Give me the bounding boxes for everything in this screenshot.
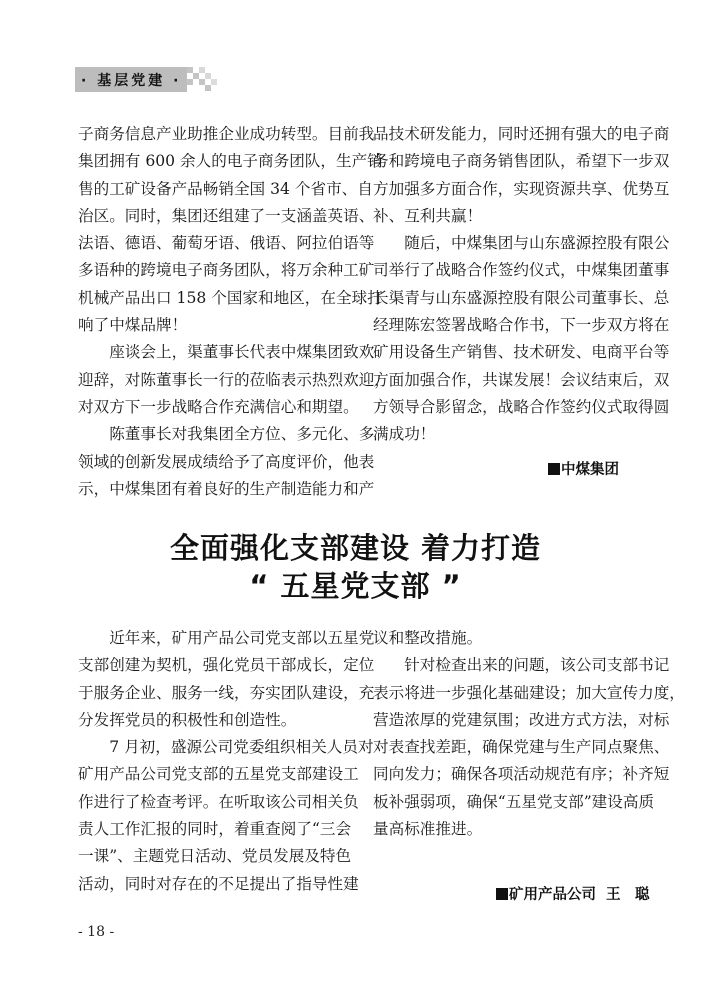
text-line: 品技术研发能力，同时还拥有强大的电子商	[373, 125, 670, 143]
text-line: 议和整改措施。	[373, 629, 483, 647]
byline-org: 中煤集团	[561, 462, 619, 478]
text-line: 陈董事长对我集团全方位、多元化、多	[109, 425, 375, 444]
text-line: 响了中煤品牌！	[78, 316, 188, 335]
text-line: 随后，中煤集团与山东盛源控股有限公	[404, 234, 670, 253]
article1-byline	[548, 458, 619, 479]
text-line: 方面加强合作，共谋发展！会议结束后，双	[373, 370, 670, 389]
text-line: 对双方下一步战略合作充满信心和期望。	[78, 397, 359, 416]
text-line: 分发挥党员的积极性和创造性。	[78, 710, 297, 729]
section-tag	[75, 67, 217, 92]
page-number: - 18 -	[78, 924, 115, 940]
text-line: 经理陈宏签署战略合作书，下一步双方将在	[373, 316, 670, 335]
text-line: 支部创建为契机，强化党员干部成长，定位	[78, 656, 375, 675]
text-line: 司举行了战略合作签约仪式，中煤集团董事	[373, 261, 670, 280]
article1-right-column	[373, 121, 670, 449]
text-line: 表示将进一步强化基础建设；加大宣传力度，	[373, 683, 685, 702]
text-line: 示，中煤集团有着良好的生产制造能力和产	[78, 479, 375, 498]
byline-author: 王 聪	[606, 887, 650, 903]
text-line: 板补强弱项，确保“五星党支部”建设高质	[373, 792, 655, 811]
text-line: 活动，同时对存在的不足提出了指导性建	[78, 874, 359, 893]
text-line: 矿用产品公司党支部的五星党支部建设工	[78, 765, 359, 784]
text-line: 领域的创新发展成绩给予了高度评价，他表	[78, 452, 375, 471]
section-tag-label: · 基层党建 ·	[75, 67, 187, 92]
article2-title-line2: “ 五星党支部 ”	[249, 569, 462, 603]
text-line: 机械产品出口 158 个国家和地区，在全球打	[78, 288, 383, 307]
text-line: 治区。同时，集团还组建了一支涵盖英语、	[78, 206, 375, 225]
square-bullet-icon	[548, 463, 560, 475]
text-line: 务和跨境电子商务销售团队，希望下一步双	[373, 152, 670, 171]
article2-left-column	[78, 625, 375, 898]
byline-org: 矿用产品公司	[509, 887, 596, 903]
text-line: 子商务信息产业助推企业成功转型。目前我	[78, 125, 375, 143]
text-line: 责人工作汇报的同时，着重查阅了“三会	[78, 820, 352, 839]
text-line: 近年来，矿用产品公司党支部以五星党	[109, 629, 375, 647]
text-line: 矿用设备生产销售、技术研发、电商平台等	[373, 343, 670, 362]
checker-decoration	[187, 67, 217, 92]
article2-title-line1: 全面强化支部建设 着力打造	[169, 531, 542, 565]
text-line: 售的工矿设备产品畅销全国 34 个省市、自	[78, 179, 373, 198]
text-line: 满成功！	[373, 425, 436, 444]
text-line: 于服务企业、服务一线，夯实团队建设，充	[78, 683, 375, 702]
text-line: 同向发力；确保各项活动规范有序；补齐短	[373, 765, 670, 784]
article2-right-column	[373, 625, 685, 843]
text-line: 7 月初，盛源公司党委组织相关人员对	[109, 738, 374, 757]
text-line: 长渠青与山东盛源控股有限公司董事长、总	[373, 288, 670, 307]
text-line: 量高标准推进。	[373, 820, 483, 839]
text-line: 方加强多方面合作，实现资源共享、优势互	[373, 179, 670, 198]
text-line: 迎辞，对陈董事长一行的莅临表示热烈欢迎，	[78, 370, 390, 389]
text-line: 集团拥有 600 余人的电子商务团队，生产销	[78, 152, 383, 171]
text-line: 针对检查出来的问题，该公司支部书记	[404, 656, 670, 675]
text-line: 多语种的跨境电子商务团队，将万余种工矿	[78, 261, 375, 280]
text-line: 作进行了检查考评。在听取该公司相关负	[78, 792, 359, 811]
text-line: 法语、德语、葡萄牙语、俄语、阿拉伯语等	[78, 234, 375, 253]
text-line: 一课”、主题党日活动、党员发展及特色	[78, 847, 352, 866]
article1-left-column	[78, 121, 390, 503]
text-line: 对表查找差距，确保党建与生产同点聚焦、	[373, 738, 670, 757]
text-line: 方领导合影留念，战略合作签约仪式取得圆	[373, 397, 670, 416]
article2-byline	[496, 883, 650, 904]
text-line: 座谈会上，渠董事长代表中煤集团致欢	[109, 343, 375, 362]
text-line: 营造浓厚的党建氛围；改进方式方法，对标	[373, 710, 670, 729]
text-line: 补、互利共赢！	[373, 206, 483, 225]
square-bullet-icon	[496, 888, 508, 900]
